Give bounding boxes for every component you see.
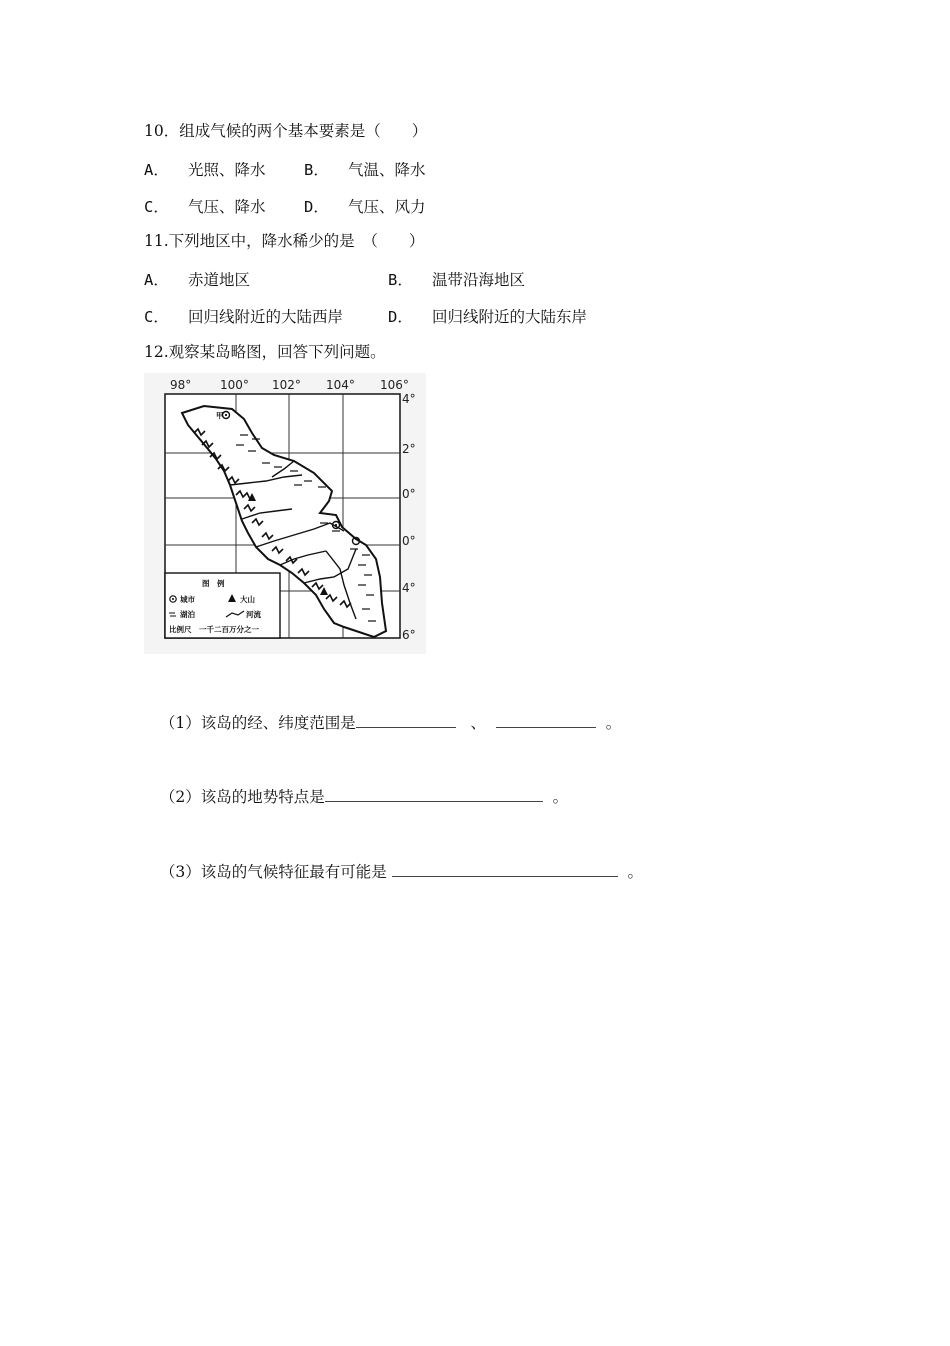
lat-label-6s: 6° <box>402 628 416 642</box>
lon-label-106: 106° <box>380 378 409 392</box>
legend-mountain-label: 大山 <box>240 595 255 604</box>
q10-option-c-text: 气压、降水 <box>188 198 266 216</box>
city-dot-north <box>225 414 227 416</box>
q10-option-b-letter: B． <box>304 161 329 179</box>
legend-scale: 比例尺 一千二百万分之一 <box>169 625 259 634</box>
q12-stem: 12.观察某岛略图，回答下列问题。 <box>144 343 386 361</box>
q10-stem: 10．组成气候的两个基本要素是（ ） <box>144 122 428 140</box>
q11-option-d-letter: D． <box>388 308 413 326</box>
q11-option-c-text: 回归线附近的大陆西岸 <box>188 308 344 326</box>
legend-river-label: 河流 <box>246 610 261 619</box>
lon-label-98: 98° <box>170 378 192 392</box>
q11-option-a-letter: A． <box>144 271 169 289</box>
q12-sub2-blank[interactable] <box>325 786 543 802</box>
q12-sub3 <box>150 841 643 882</box>
q11-option-b-letter: B． <box>388 271 413 289</box>
lon-label-100: 100° <box>220 378 249 392</box>
q11-option-c-letter: C． <box>144 308 169 326</box>
q10-option-a-letter: A． <box>144 161 169 179</box>
lat-label-0-a: 0° <box>402 487 416 501</box>
legend-lake-label: 湖泊 <box>180 610 195 619</box>
island-map <box>144 373 426 654</box>
city-label-jia: 甲 <box>216 411 224 420</box>
q12-sub2 <box>150 766 568 807</box>
q12-sub1-prefix: （1）该岛的经、纬度范围是 <box>159 714 356 732</box>
q12-sub1-end: 。 <box>605 714 622 732</box>
q12-sub1-separator: 、 <box>470 714 487 732</box>
lon-label-102: 102° <box>272 378 301 392</box>
legend-title: 图 例 <box>202 579 225 588</box>
city-dot-east <box>335 524 337 526</box>
lat-label-4n: 4° <box>402 392 416 406</box>
q10-option-a-text: 光照、降水 <box>188 161 266 179</box>
q10-option-c-letter: C． <box>144 198 169 216</box>
legend-city-label: 城市 <box>180 595 195 604</box>
lon-label-104: 104° <box>326 378 355 392</box>
q11-option-b-text: 温带沿海地区 <box>432 271 526 289</box>
q12-sub2-end: 。 <box>552 788 569 806</box>
legend-city-dot-icon <box>172 598 174 600</box>
q11-stem: 11.下列地区中，降水稀少的是 （ ） <box>144 232 425 250</box>
q12-sub1-blank-longitude[interactable] <box>356 712 456 728</box>
q12-sub1 <box>150 692 621 733</box>
lat-label-2n: 2° <box>402 442 416 456</box>
lat-label-4s: 4° <box>402 581 416 595</box>
q12-sub3-blank[interactable] <box>392 861 618 877</box>
q12-sub1-blank-latitude[interactable] <box>496 712 596 728</box>
q10-option-d-text: 气压、风力 <box>348 198 426 216</box>
q12-sub3-end: 。 <box>627 863 644 881</box>
q11-option-d-text: 回归线附近的大陆东岸 <box>432 308 588 326</box>
lat-label-0-b: 0° <box>402 534 416 548</box>
q12-sub2-prefix: （2）该岛的地势特点是 <box>159 788 325 806</box>
island-map-svg <box>144 373 426 654</box>
q10-option-d-letter: D． <box>304 198 329 216</box>
q10-option-b-text: 气温、降水 <box>348 161 426 179</box>
q11-option-a-text: 赤道地区 <box>188 271 251 289</box>
q12-sub3-prefix: （3）该岛的气候特征最有可能是 <box>159 863 387 881</box>
